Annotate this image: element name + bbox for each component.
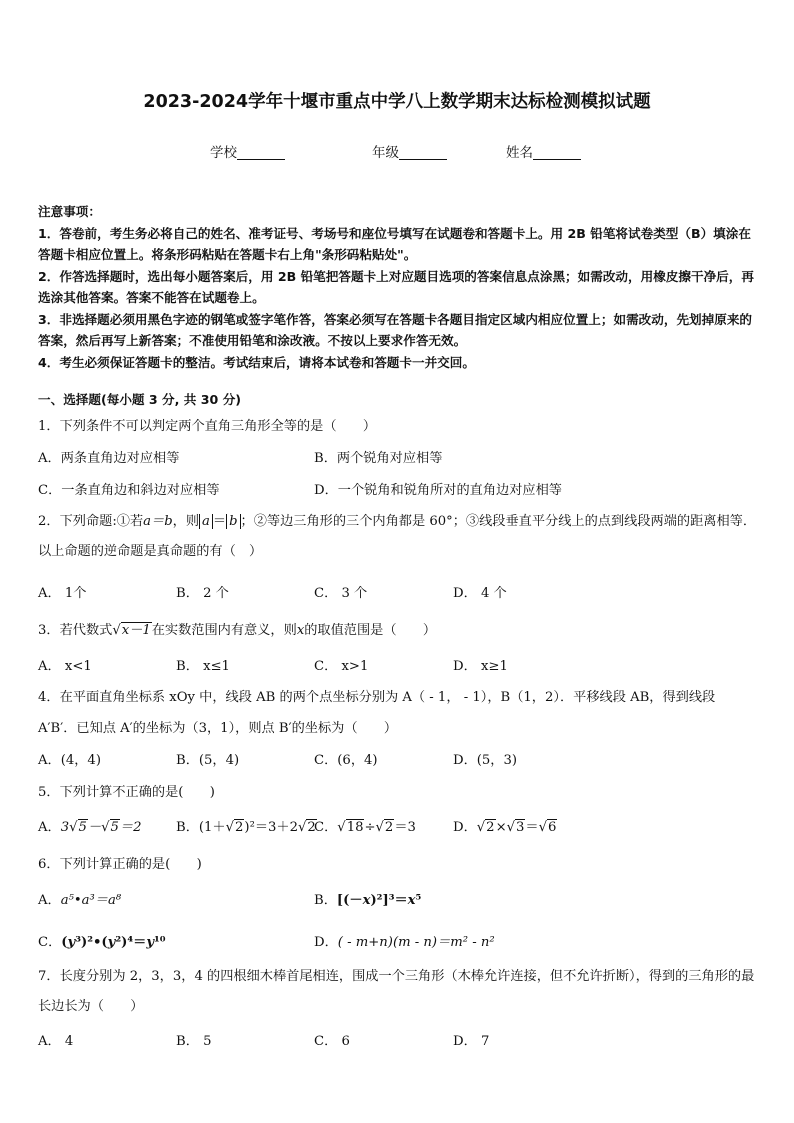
q1-option-a[interactable]: A．两条直角边对应相等 <box>38 451 180 466</box>
school-label: 学校 <box>210 145 237 161</box>
school-field[interactable] <box>210 141 285 161</box>
q6-stem: 6．下列计算正确的是( ) <box>38 857 202 872</box>
q2-text: 2．下列命题:①若 <box>38 514 144 529</box>
page-title: 2023-2024学年十堰市重点中学八上数学期末达标检测模拟试题 <box>143 92 651 112</box>
q2-text: ，则 <box>172 514 200 529</box>
note-item: 3．非选择题必须用黑色字迹的钢笔或签字笔作答，答案必须写在答题卡各题目指定区域内相应位置上；如需改动，先划掉原来的答案，然后再写上新答案；不准使用铅笔和涂改液。不按以上要求作答无效。 <box>38 311 753 348</box>
q3-text: 3．若代数式 <box>38 623 113 638</box>
q5-option-c-label: C． <box>314 820 338 835</box>
q1-option-b[interactable]: B．两个锐角对应相等 <box>314 451 443 466</box>
q2-abs-b: b <box>226 514 240 529</box>
q1-stem: 1．下列条件不可以判定两个直角三角形全等的是（ ） <box>38 419 377 434</box>
section-heading: 一、选择题(每小题 3 分, 共 30 分) <box>38 392 242 407</box>
q4-line-1: 4．在平面直角坐标系 xOy 中，线段 AB 的两个点坐标分别为 A（ - 1， - 1），B（1，2）．平移线段 AB，得到线段 <box>38 690 716 705</box>
q1-option-c[interactable]: C．一条直角边和斜边对应相等 <box>38 483 220 498</box>
q2-text: ；②等边三角形的三个内角都是 60°；③线段垂直平分线上的点到线段两端的距离相等．以上命题的逆命题是真命题的有（ ） <box>38 514 757 559</box>
q7-option-c[interactable]: C． 6 <box>314 1034 350 1049</box>
q5-option-a-formula: 3√5－√5＝2 <box>60 820 142 835</box>
grade-label: 年级 <box>372 145 399 161</box>
q3-text: 的取值范围是（ ） <box>304 623 437 638</box>
q5-stem: 5．下列计算不正确的是( ) <box>38 785 215 800</box>
q6-option-b[interactable] <box>314 889 421 908</box>
q5-option-a-label: A． <box>38 820 61 835</box>
q3-variable: x <box>296 623 305 638</box>
name-field[interactable] <box>506 141 581 161</box>
grade-blank[interactable] <box>399 145 447 160</box>
q4-option-d[interactable]: D．(5，3) <box>453 753 518 768</box>
q5-option-c-formula: √18÷√2＝3 <box>337 820 416 835</box>
notes-heading: 注意事项： <box>38 204 101 219</box>
q4-line-2: A′B′．已知点 A′的坐标为（3，1），则点 B′的坐标为（ ） <box>38 721 398 736</box>
q4-option-c[interactable]: C．(6，4) <box>314 753 378 768</box>
q4-option-a[interactable]: A．(4，4) <box>38 753 101 768</box>
q1-option-d[interactable]: D．一个锐角和锐角所对的直角边对应相等 <box>314 483 562 498</box>
q6-option-d-formula: ( - m+n)(m - n)＝m² - n² <box>337 935 495 950</box>
note-item: 2．作答选择题时，选出每小题答案后，用 2B 铅笔把答题卡上对应题目选项的答案信息点涂黑；如需改动，用橡皮擦干净后，再选涂其他答案。答案不能答在试题卷上。 <box>38 268 754 305</box>
q3-radicand: x－1 <box>121 623 151 638</box>
q5-option-b-formula: (1＋√2)²＝3＋2√2 <box>198 820 316 835</box>
notes-block <box>38 201 760 373</box>
school-blank[interactable] <box>237 145 285 160</box>
q5-option-c[interactable] <box>314 816 416 835</box>
q7-option-a[interactable]: A． 4 <box>38 1034 74 1049</box>
q3-option-a[interactable]: A． x<1 <box>38 659 92 674</box>
q2-formula-1: a＝b <box>143 514 173 529</box>
q7-stem: 7．长度分别为 2，3，3，4 的四根细木棒首尾相连，围成一个三角形（木棒允许连接，但不允许折断），得到的三角形的最长边长为（ ） <box>38 969 755 1014</box>
q3-option-c[interactable]: C． x>1 <box>314 659 369 674</box>
q2-option-d[interactable]: D． 4 个 <box>453 586 507 601</box>
note-item: 4．考生必须保证答题卡的整洁。考试结束后，请将本试卷和答题卡一并交回。 <box>38 354 475 370</box>
q6-option-c-formula: (y³)²•(y²)⁴＝y¹⁰ <box>61 935 166 950</box>
q3-option-d[interactable]: D． x≥1 <box>453 659 508 674</box>
q3-text: 在实数范围内有意义，则 <box>151 623 297 638</box>
grade-field[interactable] <box>372 141 447 161</box>
q6-option-c[interactable] <box>38 931 166 950</box>
name-blank[interactable] <box>533 145 581 160</box>
q6-option-c-label: C． <box>38 935 62 950</box>
q6-option-a-formula: a⁵•a³＝a⁸ <box>60 893 122 908</box>
q3-stem: 3．若代数式√x－1在实数范围内有意义，则x的取值范围是（ ） <box>38 623 437 638</box>
q5-option-d-label: D． <box>453 820 477 835</box>
q6-option-b-label: B． <box>314 893 337 908</box>
name-label: 姓名 <box>506 145 533 161</box>
q5-option-d[interactable] <box>453 816 557 835</box>
q5-option-b[interactable] <box>176 816 317 835</box>
q3-option-b[interactable]: B． x≤1 <box>176 659 230 674</box>
q6-option-a-label: A． <box>38 893 61 908</box>
q6-option-d[interactable] <box>314 931 495 950</box>
q5-option-d-formula: √2×√3＝√6 <box>476 820 557 835</box>
q5-option-a[interactable] <box>38 816 141 835</box>
q7-option-b[interactable]: B． 5 <box>176 1034 212 1049</box>
q2-option-b[interactable]: B． 2 个 <box>176 586 229 601</box>
q2-option-c[interactable]: C． 3 个 <box>314 586 368 601</box>
q2-option-a[interactable]: A． 1个 <box>38 586 87 601</box>
q4-option-b[interactable]: B．(5，4) <box>176 753 240 768</box>
q6-option-b-formula: [(－x)²]³＝x⁵ <box>336 893 422 908</box>
note-item: 1．答卷前，考生务必将自己的姓名、准考证号、考场号和座位号填写在试题卷和答题卡上。用 2B 铅笔将试卷类型（B）填涂在答题卡相应位置上。将条形码粘贴在答题卡右上角"条形码粘贴处"。 <box>38 225 751 262</box>
q5-option-b-label: B． <box>176 820 199 835</box>
q2-abs-a: a <box>199 514 213 529</box>
q6-option-d-label: D． <box>314 935 338 950</box>
q7-option-d[interactable]: D． 7 <box>453 1034 490 1049</box>
q2-stem: 2．下列命题:①若a＝b，则 a ＝ b ；②等边三角形的三个内角都是 60°；③线段垂直平分线上的点到线段两端的距离相等．以上命题的逆命题是真命题的有（ ） <box>38 514 757 559</box>
q6-option-a[interactable] <box>38 889 121 908</box>
